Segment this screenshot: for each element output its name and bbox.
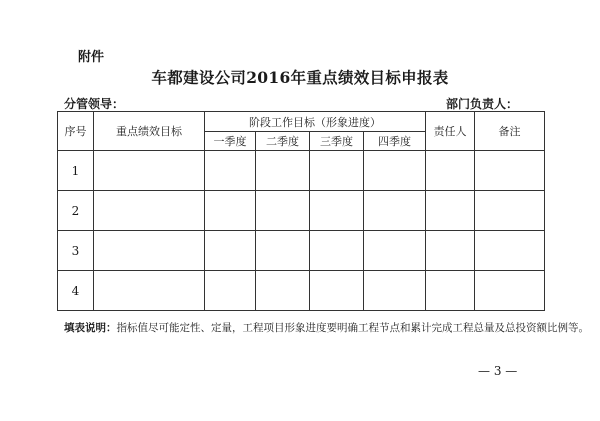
- q3-cell[interactable]: [310, 271, 364, 311]
- header-owner: 责任人: [426, 112, 475, 151]
- owner-cell[interactable]: [426, 271, 475, 311]
- q1-cell[interactable]: [205, 271, 256, 311]
- q4-cell[interactable]: [364, 271, 426, 311]
- q2-cell[interactable]: [256, 151, 310, 191]
- header-goal: 重点绩效目标: [94, 112, 205, 151]
- header-seq: 序号: [58, 112, 94, 151]
- header-q4: 四季度: [364, 132, 426, 151]
- instructions-label: 填表说明：: [64, 322, 117, 334]
- table-row: [58, 271, 545, 311]
- row-number: 4: [58, 271, 94, 311]
- q2-cell[interactable]: [256, 191, 310, 231]
- performance-goal-table: [57, 111, 545, 311]
- header-q2: 二季度: [256, 132, 310, 151]
- q3-cell[interactable]: [310, 151, 364, 191]
- table-row: [58, 151, 545, 191]
- q2-cell[interactable]: [256, 271, 310, 311]
- table-row: [58, 231, 545, 271]
- header-remark: 备注: [475, 112, 545, 151]
- header-q3: 三季度: [310, 132, 364, 151]
- row-number: 1: [58, 151, 94, 191]
- q4-cell[interactable]: [364, 191, 426, 231]
- supervisor-label: 分管领导：: [64, 97, 125, 111]
- q2-cell[interactable]: [256, 231, 310, 271]
- form-title: 车都建设公司2016年重点绩效目标申报表: [151, 68, 449, 87]
- page-number: — 3 —: [478, 364, 518, 378]
- header-stage-goal: 阶段工作目标（形象进度）: [205, 112, 426, 132]
- q1-cell[interactable]: [205, 151, 256, 191]
- remark-cell[interactable]: [475, 231, 545, 271]
- owner-cell[interactable]: [426, 191, 475, 231]
- q4-cell[interactable]: [364, 151, 426, 191]
- header-q1: 一季度: [205, 132, 256, 151]
- remark-cell[interactable]: [475, 191, 545, 231]
- goal-cell[interactable]: [94, 271, 205, 311]
- q3-cell[interactable]: [310, 231, 364, 271]
- q1-cell[interactable]: [205, 191, 256, 231]
- goal-cell[interactable]: [94, 151, 205, 191]
- form-instructions: [64, 320, 589, 335]
- attachment-label: 附件: [78, 50, 105, 65]
- owner-cell[interactable]: [426, 151, 475, 191]
- dept-head-label: 部门负责人：: [446, 97, 519, 111]
- remark-cell[interactable]: [475, 271, 545, 311]
- row-number: 3: [58, 231, 94, 271]
- remark-cell[interactable]: [475, 151, 545, 191]
- row-number: 2: [58, 191, 94, 231]
- table-row: [58, 191, 545, 231]
- goal-cell[interactable]: [94, 191, 205, 231]
- q1-cell[interactable]: [205, 231, 256, 271]
- q3-cell[interactable]: [310, 191, 364, 231]
- goal-cell[interactable]: [94, 231, 205, 271]
- q4-cell[interactable]: [364, 231, 426, 271]
- owner-cell[interactable]: [426, 231, 475, 271]
- instructions-text: 指标值尽可能定性、定量，工程项目形象进度要明确工程节点和累计完成工程总量及总投资额比例等。: [116, 322, 589, 334]
